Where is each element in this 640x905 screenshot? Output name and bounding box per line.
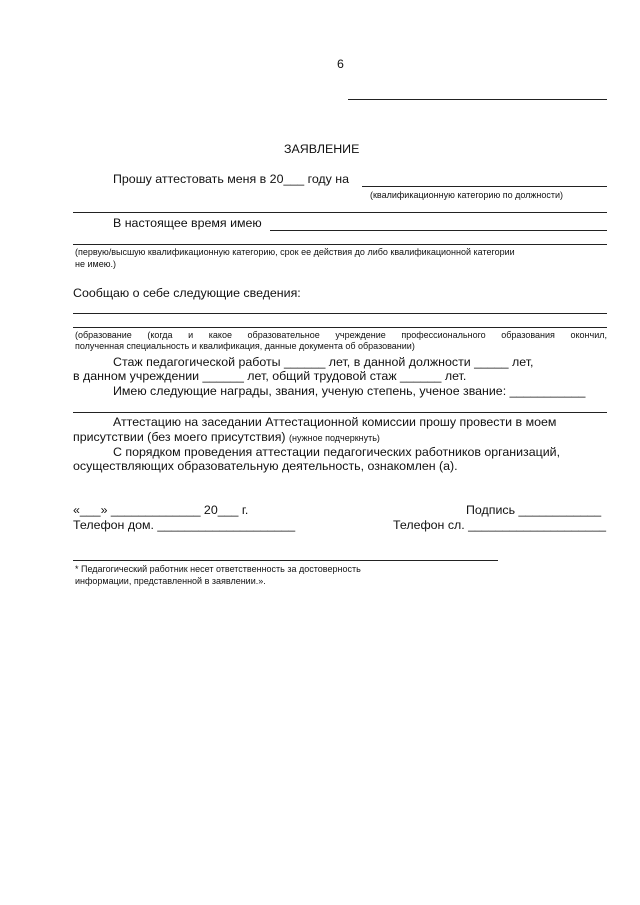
current-category-label: В настоящее время имею [113,216,262,230]
procedure-line-2: осуществляющих образовательную деятельность, ознакомлен (а). [73,459,458,473]
date-field: «___» _____________ 20___ г. [73,503,249,517]
attestation-line-1: Аттестацию на заседании Аттестационной комиссии прошу провести в моем [113,415,557,429]
education-hint-cont: полученная специальность и квалификация, данные документа об образовании) [75,341,415,351]
category-line [362,186,607,187]
education-hint [75,330,607,341]
footnote-line-2: информации, представленной в заявлении.». [75,576,266,586]
category-hint: (квалификационную категорию по должности) [370,190,564,200]
footnote-line-1: * Педагогический работник несет ответственность за достоверность [75,564,361,574]
blank-line [73,212,607,213]
work-phone-field: Телефон сл. ____________________ [393,518,606,532]
page-number: 6 [337,57,344,71]
signature-field: Подпись ____________ [466,503,602,517]
blank-line [73,327,607,328]
request-text: Прошу аттестовать меня в 20___ году на [113,172,350,186]
experience-line-2: в данном учреждении ______ лет, общий трудовой стаж ______ лет. [73,369,467,383]
addressee-line [348,99,607,100]
current-category-line [270,230,607,231]
experience-line-1: Стаж педагогической работы ______ лет, в данной должности _____ лет, [113,355,534,369]
blank-line [73,313,607,314]
attestation-line-2 [73,430,380,445]
about-label: Сообщаю о себе следующие сведения: [73,286,301,300]
awards-label: Имею следующие награды, звания, ученую степень, ученое звание: ___________ [113,384,586,398]
current-category-hint: (первую/высшую квалификационную категорию, срок ее действия до либо квалификационной категории [75,247,515,257]
footnote-separator [73,560,498,561]
home-phone-field: Телефон дом. ____________________ [73,518,296,532]
blank-line [73,244,607,245]
attestation-presence: присутствии (без моего присутствия) [73,430,286,444]
procedure-line-1: С порядком проведения аттестации педагогических работников организаций, [113,445,561,459]
education-hint-line: (образование (когда и какое образовательное учреждение профессионального образования окончил, [75,330,607,340]
blank-line [73,412,607,413]
attestation-note: (нужное подчеркнуть) [289,433,380,443]
document-title: ЗАЯВЛЕНИЕ [284,142,360,156]
current-category-hint-cont: не имею.) [75,259,116,269]
